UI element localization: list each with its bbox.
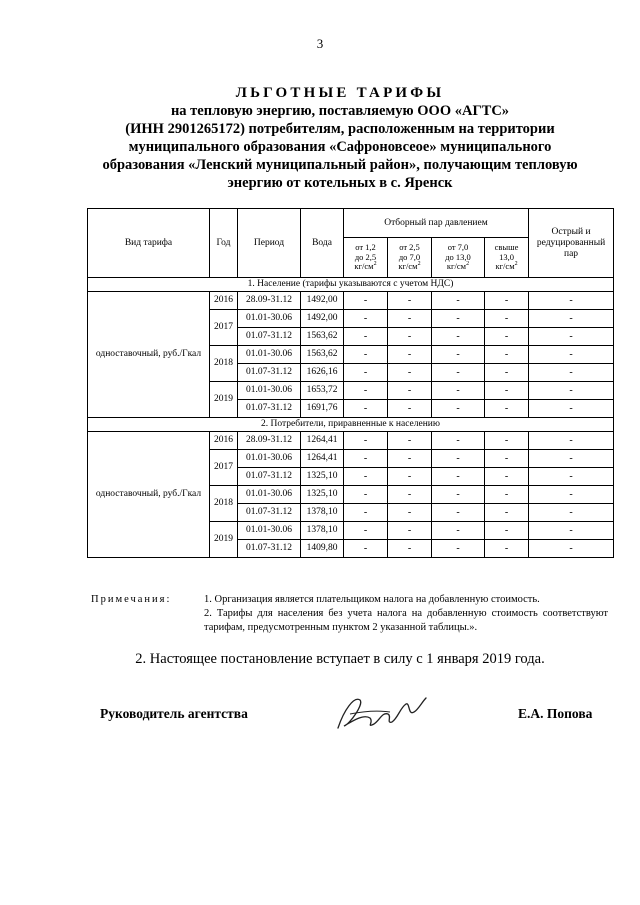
table-header-row [88, 209, 614, 238]
table-row [88, 292, 614, 310]
dash-cell: - [388, 432, 432, 450]
dash-cell: - [432, 400, 485, 418]
dash-cell: - [344, 346, 388, 364]
title-line-1: на тепловую энергию, поставляемую ООО «АГТС» [170, 103, 510, 119]
dash-cell: - [344, 328, 388, 346]
document-title [0, 84, 640, 192]
dash-cell: - [388, 400, 432, 418]
dash-cell: - [388, 310, 432, 328]
header-pressure-2: от 2,5 до 7,0 $кг/см^2$ [388, 238, 432, 278]
header-pressure-1: от 1,2 до 2,5 $кг/см^2$ [344, 238, 388, 278]
dash-cell: - [485, 292, 529, 310]
title-line-3: муниципального образования «Сафроновсеое» муниципального [128, 139, 552, 155]
dash-cell: - [485, 540, 529, 558]
water-cell: 1691,76 [301, 400, 344, 418]
dash-cell: - [529, 292, 614, 310]
dash-cell: - [344, 382, 388, 400]
period-cell: 01.07-31.12 [238, 400, 301, 418]
dash-cell: - [344, 540, 388, 558]
dash-cell: - [485, 450, 529, 468]
dash-cell: - [485, 346, 529, 364]
dash-cell: - [388, 450, 432, 468]
header-period: Период [238, 209, 301, 278]
dash-cell: - [432, 364, 485, 382]
water-cell: 1563,62 [301, 346, 344, 364]
dash-cell: - [344, 486, 388, 504]
header-tariff-type: Вид тарифа [88, 209, 210, 278]
dash-cell: - [388, 468, 432, 486]
year-cell: 2018 [210, 486, 238, 522]
dash-cell: - [432, 292, 485, 310]
dash-cell: - [432, 346, 485, 364]
effective-date-statement: 2. Настоящее постановление вступает в силу с 1 января 2019 года. [135, 651, 545, 667]
dash-cell: - [432, 382, 485, 400]
period-cell: 01.01-30.06 [238, 486, 301, 504]
dash-cell: - [529, 432, 614, 450]
dash-cell: - [529, 486, 614, 504]
dash-cell: - [485, 468, 529, 486]
dash-cell: - [485, 522, 529, 540]
note-item-2: 2. Тарифы для населения без учета налога на добавленную стоимость соответствуют тарифам, предусмотренным пунктом 2 указанной таблицы.». [204, 608, 608, 633]
dash-cell: - [529, 468, 614, 486]
dash-cell: - [432, 328, 485, 346]
dash-cell: - [432, 310, 485, 328]
water-cell: 1325,10 [301, 468, 344, 486]
dash-cell: - [485, 328, 529, 346]
dash-cell: - [388, 382, 432, 400]
dash-cell: - [388, 540, 432, 558]
title-line-5: энергию от котельных в с. Яренск [227, 175, 453, 191]
signatory-name: Е.А. Попова [518, 706, 593, 721]
dash-cell: - [529, 328, 614, 346]
notes-label: Примечания: [91, 594, 172, 605]
period-cell: 01.07-31.12 [238, 328, 301, 346]
dash-cell: - [388, 328, 432, 346]
dash-cell: - [344, 504, 388, 522]
header-year: Год [210, 209, 238, 278]
water-cell: 1264,41 [301, 450, 344, 468]
year-cell: 2016 [210, 292, 238, 310]
water-cell: 1626,16 [301, 364, 344, 382]
water-cell: 1264,41 [301, 432, 344, 450]
dash-cell: - [432, 432, 485, 450]
dash-cell: - [529, 400, 614, 418]
dash-cell: - [344, 292, 388, 310]
tariff-table [87, 208, 614, 558]
dash-cell: - [344, 432, 388, 450]
tariff-type-cell: одноставочный, руб./Гкал [88, 432, 210, 558]
water-cell: 1492,00 [301, 292, 344, 310]
dash-cell: - [344, 450, 388, 468]
period-cell: 28.09-31.12 [238, 292, 301, 310]
year-cell: 2017 [210, 450, 238, 486]
dash-cell: - [485, 486, 529, 504]
dash-cell: - [485, 400, 529, 418]
dash-cell: - [432, 522, 485, 540]
dash-cell: - [344, 522, 388, 540]
section-title: 2. Потребители, приравненные к населению [88, 418, 614, 432]
year-cell: 2019 [210, 382, 238, 418]
period-cell: 01.07-31.12 [238, 504, 301, 522]
dash-cell: - [485, 310, 529, 328]
table-row [88, 432, 614, 450]
year-cell: 2016 [210, 432, 238, 450]
dash-cell: - [344, 468, 388, 486]
year-cell: 2019 [210, 522, 238, 558]
title-heading: ЛЬГОТНЫЕ ТАРИФЫ [235, 85, 445, 101]
dash-cell: - [432, 540, 485, 558]
period-cell: 01.01-30.06 [238, 346, 301, 364]
dash-cell: - [388, 486, 432, 504]
header-pressure-4: свыше 13,0 $кг/см^2$ [485, 238, 529, 278]
title-line-4: образования «Ленский муниципальный район», получающим тепловую [102, 157, 578, 173]
dash-cell: - [529, 346, 614, 364]
dash-cell: - [432, 468, 485, 486]
dash-cell: - [432, 504, 485, 522]
period-cell: 01.01-30.06 [238, 450, 301, 468]
dash-cell: - [529, 522, 614, 540]
year-cell: 2017 [210, 310, 238, 346]
header-water: Вода [301, 209, 344, 278]
water-cell: 1653,72 [301, 382, 344, 400]
section-row [88, 418, 614, 432]
period-cell: 01.07-31.12 [238, 364, 301, 382]
period-cell: 01.01-30.06 [238, 522, 301, 540]
dash-cell: - [529, 364, 614, 382]
dash-cell: - [485, 364, 529, 382]
dash-cell: - [529, 450, 614, 468]
dash-cell: - [529, 310, 614, 328]
dash-cell: - [485, 432, 529, 450]
dash-cell: - [344, 364, 388, 382]
section-title: 1. Население (тарифы указываются с учетом НДС) [88, 278, 614, 292]
dash-cell: - [388, 346, 432, 364]
tariff-type-cell: одноставочный, руб./Гкал [88, 292, 210, 418]
signatory-title: Руководитель агентства [100, 706, 248, 721]
signature-image [330, 690, 430, 738]
dash-cell: - [529, 382, 614, 400]
header-steam: Отборный пар давлением [344, 209, 529, 238]
page-number: 3 [316, 36, 324, 51]
dash-cell: - [388, 522, 432, 540]
dash-cell: - [432, 450, 485, 468]
dash-cell: - [388, 364, 432, 382]
dash-cell: - [388, 292, 432, 310]
period-cell: 01.07-31.12 [238, 468, 301, 486]
dash-cell: - [344, 310, 388, 328]
dash-cell: - [485, 504, 529, 522]
header-sharp-steam: Острый и редуцированный пар [529, 209, 614, 278]
period-cell: 01.01-30.06 [238, 310, 301, 328]
year-cell: 2018 [210, 346, 238, 382]
dash-cell: - [344, 400, 388, 418]
water-cell: 1378,10 [301, 522, 344, 540]
period-cell: 01.07-31.12 [238, 540, 301, 558]
water-cell: 1325,10 [301, 486, 344, 504]
dash-cell: - [388, 504, 432, 522]
note-item-1: 1. Организация является плательщиком налога на добавленную стоимость. [204, 594, 540, 605]
dash-cell: - [529, 540, 614, 558]
water-cell: 1378,10 [301, 504, 344, 522]
water-cell: 1492,00 [301, 310, 344, 328]
dash-cell: - [529, 504, 614, 522]
dash-cell: - [432, 486, 485, 504]
water-cell: 1563,62 [301, 328, 344, 346]
period-cell: 01.01-30.06 [238, 382, 301, 400]
period-cell: 28.09-31.12 [238, 432, 301, 450]
header-pressure-3: от 7,0 до 13,0 $кг/см^2$ [432, 238, 485, 278]
section-row [88, 278, 614, 292]
title-line-2: (ИНН 2901265172) потребителям, расположенным на территории [125, 121, 555, 137]
dash-cell: - [485, 382, 529, 400]
water-cell: 1409,80 [301, 540, 344, 558]
